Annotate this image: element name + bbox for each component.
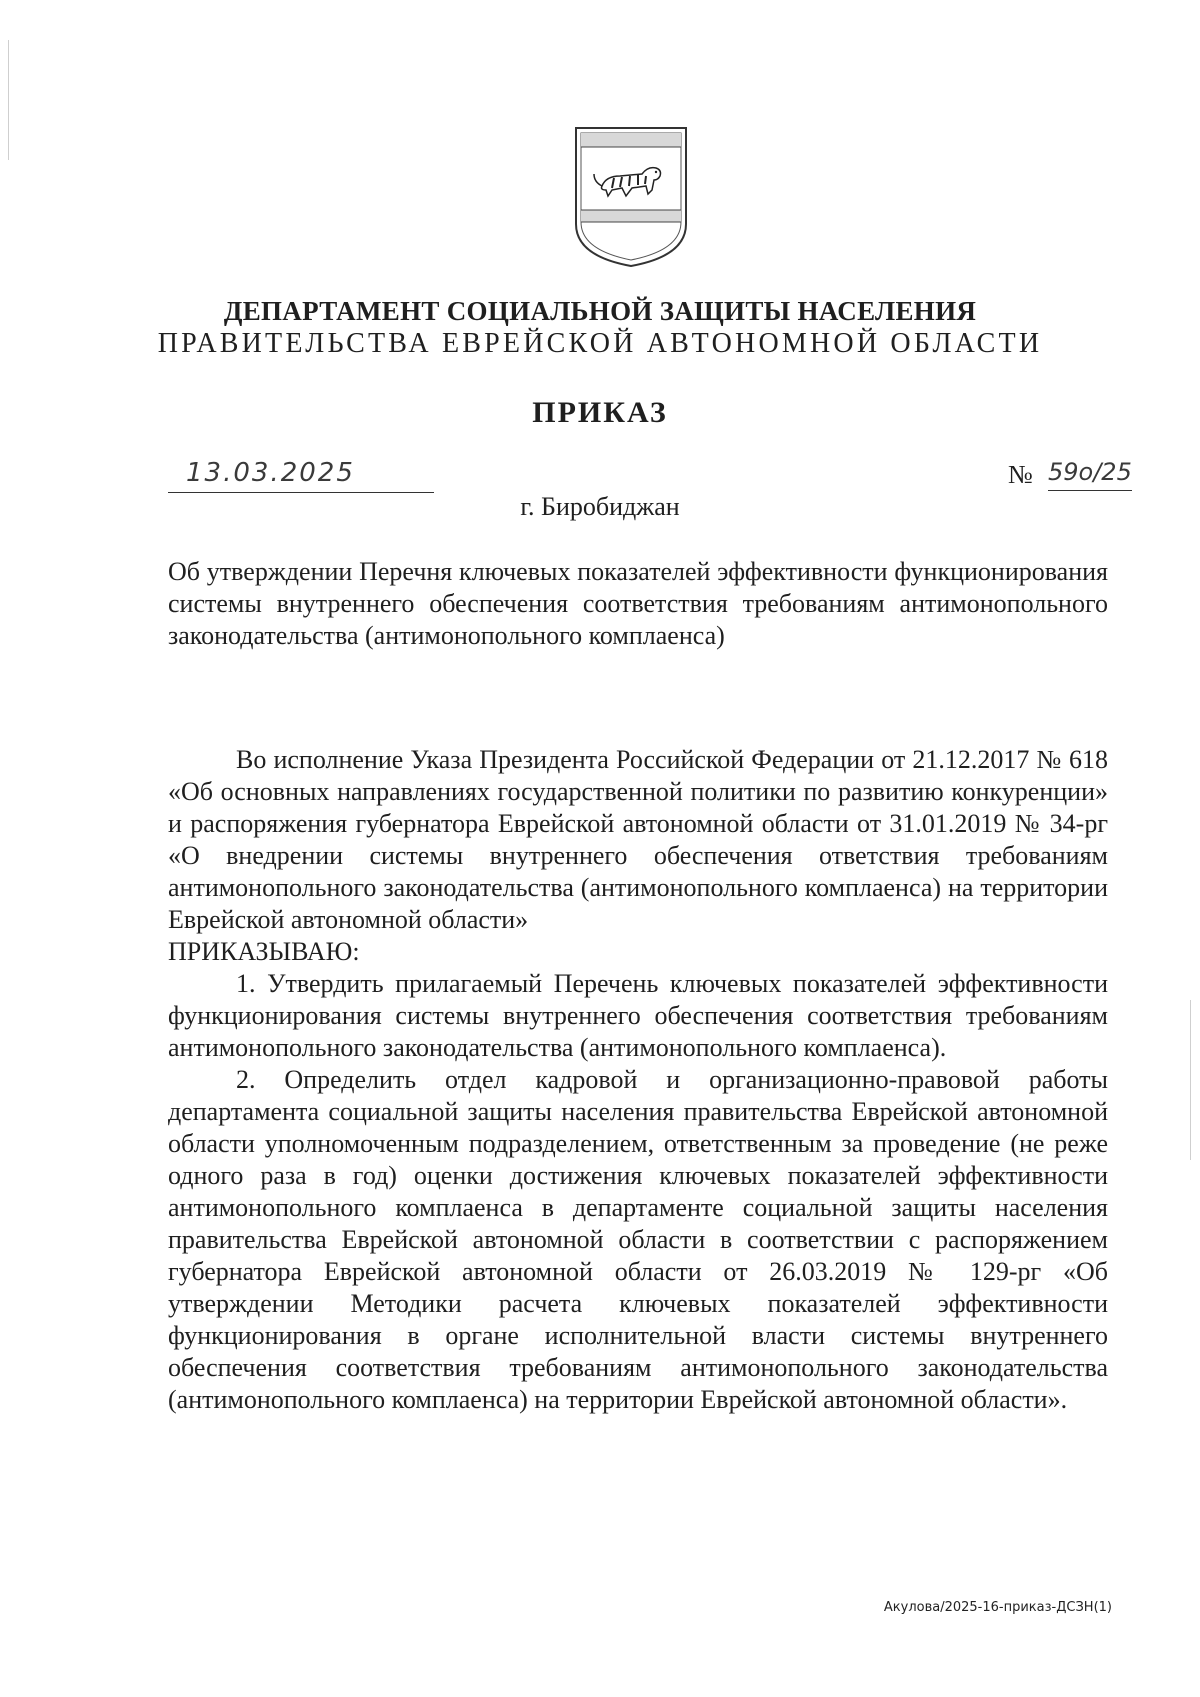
number-sign: № <box>1008 460 1033 489</box>
document-title: ПРИКАЗ <box>532 396 668 429</box>
preamble-paragraph: Во исполнение Указа Президента Российской Федерации от 21.12.2017 № 618 «Об основных направлениях государственной политики по развитию конкуренции» и распоряжения губернатора Еврейской автономной области от 31.01.2019 № 34-рг «О внедрении системы внутреннего обеспечения ответствия требованиям антимонопольного законодательства (антимонопольного комплаенса) на территории Еврейской автономной области» <box>168 745 1108 934</box>
order-subject: Об утверждении Перечня ключевых показателей эффективности функционирования системы внутреннего обеспечения соответствия требованиям антимонопольного законодательства (антимонопольного комплаенса) <box>168 557 1108 650</box>
city-name: г. Биробиджан <box>520 492 680 521</box>
order-item-1: 1. Утвердить прилагаемый Перечень ключевых показателей эффективности функционирования системы внутреннего обеспечения соответствия требованиям антимонопольного законодательства (антимонопольного комплаенса). <box>168 969 1108 1062</box>
file-reference: Акулова/2025-16-приказ-ДСЗН(1) <box>883 1600 1112 1615</box>
order-item-2: 2. Определить отдел кадровой и организационно-правовой работы департамента социальной защиты населения правительства Еврейской автономной области уполномоченным подразделением, ответственным за проведение (не реже одного раза в год) оценки достижения ключевых показателей эффективности антимонопольного комплаенса в департаменте социальной защиты населения правительства Еврейской автономной области в соответствии с распоряжением губернатора Еврейской автономной области от 26.03.2019 № 129-рг «Об утверждении Методики расчета ключевых показателей эффективности функционирования в органе исполнительной власти системы внутреннего обеспечения соответствия требованиям антимонопольного законодательства (антимонопольного комплаенса) на территории Еврейской автономной области». <box>168 1065 1108 1414</box>
order-date-field <box>168 458 434 493</box>
scan-edge-mark <box>8 40 9 160</box>
order-body <box>168 744 1108 1416</box>
order-date: 13.03.2025 <box>186 458 355 488</box>
order-word: ПРИКАЗЫВАЮ: <box>168 937 360 966</box>
coat-of-arms-tiger-icon <box>572 124 690 270</box>
department-name: ДЕПАРТАМЕНТ СОЦИАЛЬНОЙ ЗАЩИТЫ НАСЕЛЕНИЯ <box>223 296 977 326</box>
order-number: 59о/25 <box>1048 458 1132 491</box>
department-affiliation: ПРАВИТЕЛЬСТВА ЕВРЕЙСКОЙ АВТОНОМНОЙ ОБЛАСТИ <box>157 328 1043 359</box>
scan-edge-mark <box>1190 1000 1191 1160</box>
